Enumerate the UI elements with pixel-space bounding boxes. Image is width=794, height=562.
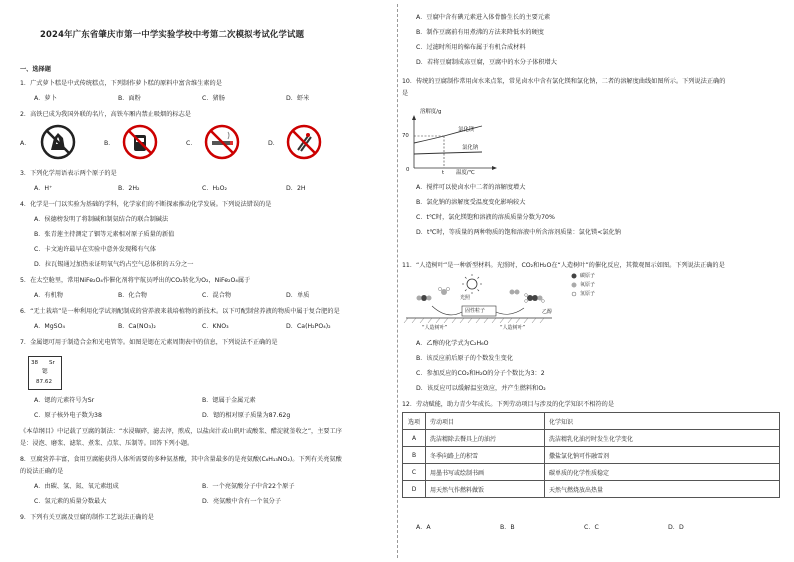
q12-option-d: D．D: [668, 524, 684, 531]
q3-option-a: A．H⁺: [34, 185, 53, 192]
no-match-sign-icon: [286, 124, 322, 160]
q12-option-b: B．B: [500, 524, 515, 531]
q9-option-a: A．豆腐中含有碘元素进入体骨骼生长的主要元素: [416, 14, 551, 21]
light-label: 光照: [460, 295, 471, 301]
question-4: 4．化学是一门以实验为基础的学科，化学家们的不断探索推动化学发展。下列说法错误的是: [20, 201, 272, 208]
q4-option-c: C．卡文迪许最早在实验中意外发现稀有气体: [34, 246, 156, 253]
q12-table: [402, 412, 780, 498]
question-7: 7．金属锶可用于制造合金和光电管等。如图是锶在元素周期表中的信息，下列说法不正确的是: [20, 339, 278, 346]
leaf-label-2: “人造树叶”: [500, 325, 526, 331]
element-symbol: Sr: [49, 360, 55, 366]
table-header-cell: 选项: [403, 413, 426, 430]
q6-option-b: B．Ca(NO₃)₂: [118, 323, 156, 330]
no-fire-sign-icon: [40, 124, 76, 160]
q11-option-c: C．参加反应的CO₂和H₂O的分子个数比为3：2: [416, 370, 545, 377]
q10-option-c: C．t℃时，氯化镁饱和溶液的溶质质量分数为70%: [416, 214, 555, 221]
q9-option-d: D．若将豆腐制成冻豆腐，豆腐中的水分子体积增大: [416, 59, 557, 66]
table-cell: 洗洁精乳化油污时发生化学变化: [545, 430, 780, 447]
no-smoking-sign-icon: [204, 124, 240, 160]
chart-t-tick: t: [442, 170, 445, 176]
table-cell: 天然气燃烧放出热量: [545, 481, 780, 498]
q8-option-c: C．氢元素的质量分数最大: [34, 498, 107, 505]
legend-oxygen: 氧原子: [580, 282, 596, 288]
chart-origin: 0: [406, 167, 410, 173]
q4-option-d: D．拉瓦锡通过加热汞证明氧气约占空气总体积的五分之一: [34, 261, 194, 268]
section-heading: 一、选择题: [20, 66, 51, 73]
q10-option-d: D．t℃时，等质量的两种物质的饱和溶液中所含溶剂质量：氯化镁<氯化钠: [416, 229, 621, 236]
table-cell: B: [403, 447, 426, 464]
artificial-leaf-diagram: [402, 268, 782, 338]
q1-option-d: D．虾米: [286, 95, 310, 102]
table-header-cell: 劳动项目: [426, 413, 545, 430]
q9-option-c: C．过滤时所用的棉布属于有机合成材料: [416, 44, 526, 51]
element-mass: 87.62: [36, 379, 53, 385]
q1-option-b: B．面粉: [118, 95, 141, 102]
q3-option-d: D．2H: [286, 185, 306, 192]
question-10-cont: 是: [402, 90, 409, 97]
q12-option-c: C．C: [584, 524, 599, 531]
series-label-nacl: 氯化钠: [462, 145, 479, 151]
table-header-cell: 化学知识: [545, 413, 780, 430]
table-row: [403, 481, 780, 498]
chart-y70: 70: [402, 133, 409, 139]
q3-option-b: B．2H₂: [118, 185, 140, 192]
q7-option-a: A．锶的元素符号为Sr: [34, 397, 95, 404]
series-label-mgcl2: 氯化镁: [458, 127, 475, 133]
table-cell: 用墨书写或绘制书画: [426, 464, 545, 481]
passage-intro-cont: 是：浸泡、磨浆、滤浆、煮浆、点浆、压制等。回答下列小题。: [20, 440, 194, 447]
table-cell: 洗洁精除去餐具上的油污: [426, 430, 545, 447]
question-12: 12．劳动赋能，助力青少年成长。下列劳动项目与涉及的化学知识不相符的是: [402, 401, 615, 408]
q8-option-a: A．由碳、氢、氮、氧元素组成: [34, 483, 119, 490]
legend-hydrogen: 氢原子: [580, 291, 596, 297]
question-9: 9．下列有关豆腐及豆腐的制作工艺说法正确的是: [20, 514, 154, 521]
question-10: 10．传统的豆腐制作常用卤水来点浆，常见卤水中含有氯化镁和氯化钠，二者的溶解度曲线如图所示。下列说法正确的: [402, 78, 726, 85]
catalyst-label: 固性粒子: [465, 308, 486, 314]
q8-option-b: B．一个亮氨酸分子中含22个原子: [202, 483, 295, 490]
q10-option-a: A．搅拌可以使卤水中二者的溶解度增大: [416, 184, 526, 191]
q6-option-a: A．MgSO₄: [34, 323, 65, 330]
question-3: 3．下列化学用语表示两个原子的是: [20, 170, 117, 177]
table-row: [403, 430, 780, 447]
q6-option-c: C．KNO₃: [202, 323, 229, 330]
table-cell: A: [403, 430, 426, 447]
question-11: 11．“人造树叶”是一种新型材料。光照时，CO₂和H₂O在“人造树叶”的催化反应，其微观图示如图。下列说法正确的是: [402, 262, 725, 269]
q11-option-b: B．该反应前后原子的个数发生变化: [416, 355, 514, 362]
table-cell: 撒盐氯化钠可作融雪剂: [545, 447, 780, 464]
q6-option-d: D．Ca(H₂PO₄)₂: [286, 323, 331, 330]
q2-option-d: D．: [268, 140, 279, 147]
question-8: 8．豆腐营养丰富，食用豆腐能获得人体所需要的多种氨基酸，其中含量最多的是亮氨酸(C₆H₁₃NO₂)。下列有关亮氨酸: [20, 456, 342, 463]
question-2: 2．高铁已成为我国外联的名片，高铁车厢内禁止吸烟的标志是: [20, 111, 191, 118]
table-cell: C: [403, 464, 426, 481]
q5-option-b: B．化合物: [118, 292, 147, 299]
q1-option-a: A．萝卜: [34, 95, 57, 102]
q5-option-a: A．有机物: [34, 292, 63, 299]
page-title: 2024年广东省肇庆市第一中学实验学校中考第二次模拟考试化学试题: [40, 29, 305, 39]
q7-option-c: C．原子核外电子数为38: [34, 412, 102, 419]
no-flammable-sign-icon: [122, 124, 158, 160]
q2-option-a: A．: [20, 140, 31, 147]
passage-intro: 《本草纲目》中记载了豆腐的制法：“水浸碾碎，滤去滓，煎成，以盐卤汁或山矾叶或酸浆、醋淀就釜收之”，主要工序: [20, 428, 342, 435]
question-6: 6．“无土栽培”是一种利用化学试剂配制成的营养液来栽培植物的新技术。以下可配制营养液的物质中属于复合肥的是: [20, 308, 340, 315]
table-row: [403, 464, 780, 481]
question-8-cont: 的说法正确的是: [20, 468, 64, 475]
q2-option-c: C．: [186, 140, 197, 147]
q7-option-b: B．锶属于金属元素: [202, 397, 256, 404]
q9-option-b: B．制作豆腐前有用煮沸的方法来降低水的硬度: [416, 29, 544, 36]
legend-carbon: 碳原子: [580, 273, 596, 279]
q4-option-b: B．张青莲主持测定了铟等元素相对原子质量的新值: [34, 231, 175, 238]
table-cell: 冬季向路上的积雪: [426, 447, 545, 464]
q2-option-b: B．: [104, 140, 115, 147]
element-name: 锶: [42, 369, 48, 375]
q1-option-c: C．猪肠: [202, 95, 225, 102]
table-header-row: [403, 413, 780, 430]
question-1: 1．广式萝卜糕是中式传统糕点，下列制作萝卜糕的原料中富含维生素的是: [20, 80, 222, 87]
q8-option-d: D．亮氨酸中含有一个氧分子: [202, 498, 282, 505]
table-row: [403, 447, 780, 464]
q7-option-d: D．锶的相对原子质量为87.62g: [202, 412, 291, 419]
question-5: 5．在太空舱里，常用NiFe₂O₄作催化剂将宇航员呼出的CO₂转化为O₂，NiFe₂O₄属于: [20, 277, 251, 284]
chart-ylabel: 溶解度/g: [420, 109, 442, 115]
q3-option-c: C．H₂O₂: [202, 185, 227, 192]
q5-option-c: C．混合物: [202, 292, 232, 299]
q11-option-d: D．该反应可以缓解温室效应，并产生燃料和O₂: [416, 385, 546, 392]
column-divider: [397, 4, 398, 558]
q11-option-a: A．乙醇的化学式为C₂H₆O: [416, 340, 489, 347]
q4-option-a: A．侯德榜发明了将制碱和制氨结合的联合制碱法: [34, 216, 169, 223]
q10-option-b: B．氯化钠的溶解度受温度变化影响较大: [416, 199, 526, 206]
element-number: 38: [31, 360, 39, 366]
chart-xlabel: 温度/℃: [456, 170, 475, 176]
q5-option-d: D．单质: [286, 292, 310, 299]
table-cell: 碳单质的化学性质稳定: [545, 464, 780, 481]
product-label: 乙醇: [542, 309, 553, 315]
table-cell: 用天然气作燃料做饭: [426, 481, 545, 498]
periodic-table-cell: [28, 356, 62, 390]
q12-option-a: A．A: [416, 524, 431, 531]
table-cell: D: [403, 481, 426, 498]
solubility-chart: [402, 110, 522, 176]
leaf-label-1: “人造树叶”: [422, 325, 448, 331]
